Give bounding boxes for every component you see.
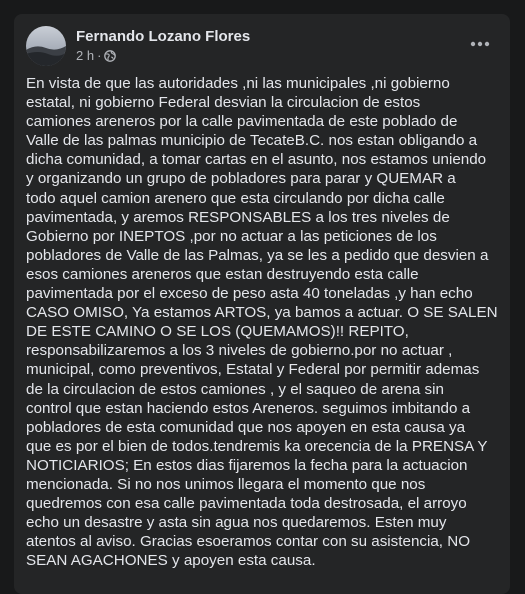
post-card	[14, 14, 510, 594]
globe-icon[interactable]	[104, 50, 116, 62]
avatar-image	[26, 26, 66, 66]
meta-separator: ·	[97, 48, 102, 63]
post-time[interactable]: 2 h	[76, 48, 95, 63]
author-name[interactable]: Fernando Lozano Flores	[76, 28, 251, 45]
post-body-text: En vista de que las autoridades ,ni las municipales ,ni gobierno estatal, ni gobierno Federal desvian la circulacion de estos camiones areneros por la calle pavimentada de este poblado de Valle de las palmas municipio de TecateB.C. nos estan obligando a dicha comunidad, a tomar cartas en el asunto, nos estamos uniendo y organizando un grupo de pobladores para parar y QUEMAR a todo aquel camion arenero que esta circulando por dicha calle pavimentada, y aremos RESPONSABLES a los tres niveles de Gobierno por INEPTOS ,por no actuar a las peticiones de los pobladores de Valle de las Palmas, ya se les a pedido que desvien a esos camiones areneros que estan destruyendo esta calle pavimentada por el exceso de peso asta 40 toneladas ,y han echo CASO OMISO, Ya estamos ARTOS, ya bamos a actuar. O SE SALEN DE ESTE CAMINO O SE LOS (QUEMAMOS)!! REPITO, responsabilizaremos a los 3 niveles de gobierno.por no actuar , municipal, como preventivos, Estatal y Federal por permitir ademas de la circulacion de estos camiones , y el saqueo de arena sin control que estan haciendo estos Areneros. seguimos imbitando a pobladores de esta comunidad que nos apoyen en esta causa ya que es por el bien de todos.tendremis ka orecencia de la PRENSA Y NOTICIARIOS; En estos dias fijaremos la fecha para la actuacion mencionada. Si no nos unimos llegara el momento que nos quedremos con esa calle pavimentada toda destrosada, el arroyo echo un desastre y asta sin agua nos quedaremos. Esten muy atentos al aviso. Gracias esoeramos contar con su asistencia, NO SEAN AGACHONES y apoyen esta causa.	[26, 75, 498, 570]
author-avatar[interactable]	[26, 26, 66, 66]
post-header	[26, 26, 498, 66]
more-options-button[interactable]	[462, 30, 498, 58]
more-horizontal-icon	[470, 41, 490, 47]
post-meta	[76, 48, 116, 63]
